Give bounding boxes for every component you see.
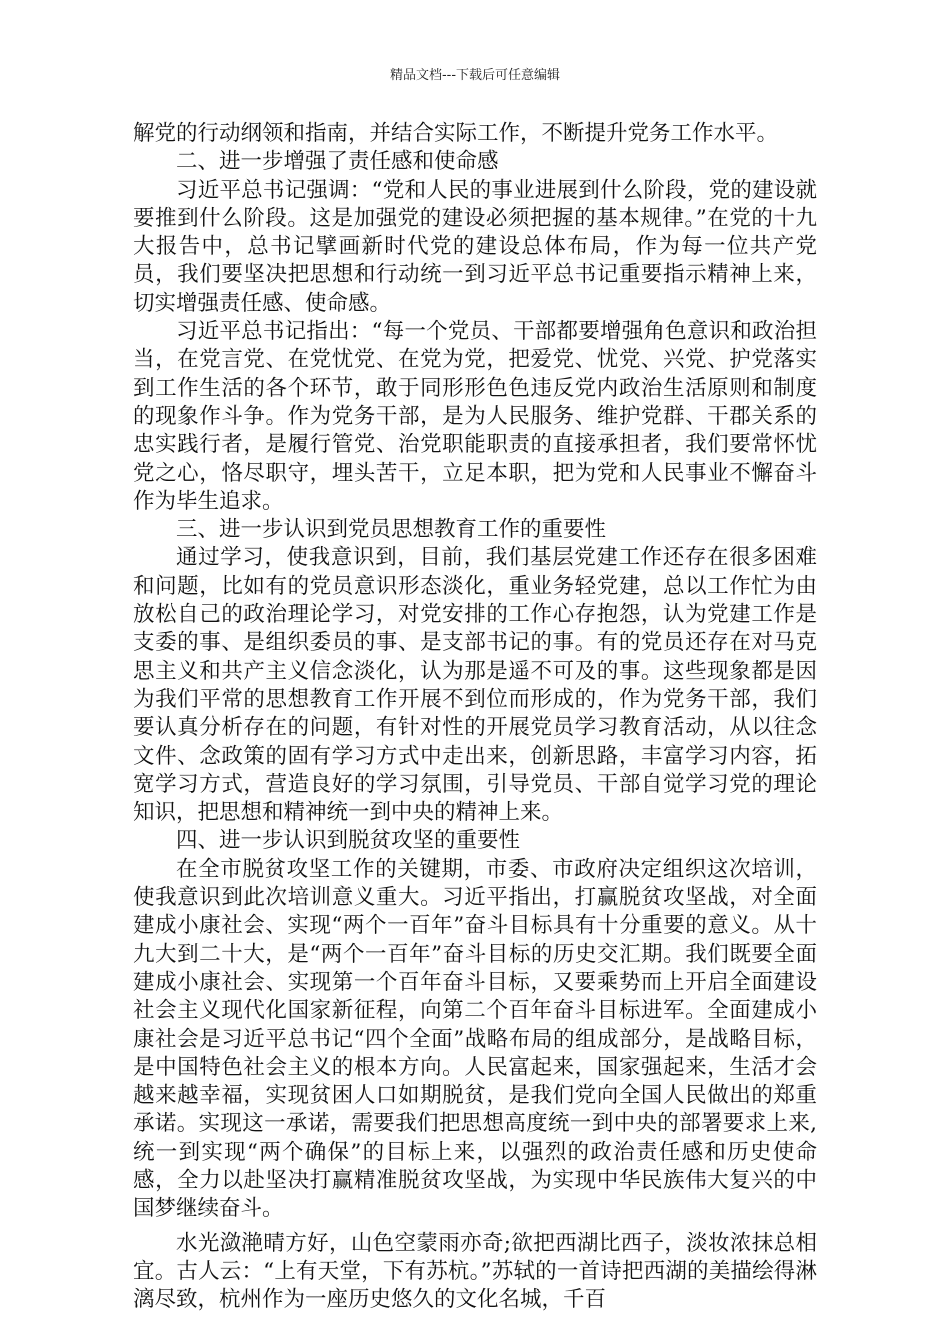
section-heading-4: 四、进一步认识到脱贫攻坚的重要性 <box>176 828 521 854</box>
paragraph: 水光潋滟晴方好，山色空蒙雨亦奇;欲把西湖比西子，淡妆浓抹总相宜。古人云：“上有天堂，下有苏杭。”苏轼的一首诗把西湖的美描绘得淋漓尽致，杭州作为一座历史悠久的文化名城，千百 <box>133 1230 817 1313</box>
paragraph: 通过学习，使我意识到，目前，我们基层党建工作还存在很多困难和问题，比如有的党员意识形态淡化，重业务轻党建，总以工作忙为由放松自己的政治理论学习，对党安排的工作心存抱怨，认为党建工作是支委的事、是组织委员的事、是支部书记的事。有的党员还存在对马克思主义和共产主义信念淡化，认为那是遥不可及的事。这些现象都是因为我们平常的思想教育工作开展不到位而形成的，作为党务干部，我们要认真分析存在的问题，有针对性的开展党员学习教育活动，从以往念文件、念政策的固有学习方式中走出来，创新思路，丰富学习内容，拓宽学习方式，营造良好的学习氛围，引导党员、干部自觉学习党的理论知识，把思想和精神统一到中央的精神上来。 <box>133 545 817 826</box>
page-header: 精品文档---下载后可任意编辑 <box>389 68 561 83</box>
paragraph-continuation: 解党的行动纲领和指南，并结合实际工作，不断提升党务工作水平。 <box>133 121 779 146</box>
section-heading-3: 三、进一步认识到党员思想教育工作的重要性 <box>176 517 607 543</box>
paragraph: 习近平总书记指出：“每一个党员、干部都要增强角色意识和政治担当，在党言党、在党忧党、在党为党，把爱党、忧党、兴党、护党落实到工作生活的各个环节，敢于同形形色色违反党内政治生活原则和制度的现象作斗争。作为党务干部，是为人民服务、维护党群、干郡关系的忠实践行者，是履行管党、治党职能职责的直接承担者，我们要常怀忧党之心，恪尽职守，埋头苦干，立足本职，把为党和人民事业不懈奋斗作为毕生追求。 <box>133 319 817 514</box>
paragraph: 在全市脱贫攻坚工作的关键期，市委、市政府决定组织这次培训，使我意识到此次培训意义重大。习近平指出，打赢脱贫攻坚战，对全面建成小康社会、实现“两个一百年”奋斗目标具有十分重要的意义。从十九大到二十大，是“两个一百年”奋斗目标的历史交汇期。我们既要全面建成小康社会、实现第一个百年奋斗目标，又要乘势而上开启全面建设社会主义现代化国家新征程，向第二个百年奋斗目标进军。全面建成小康社会是习近平总书记“四个全面”战略布局的组成部分，是战略目标，是中国特色社会主义的根本方向。人民富起来，国家强起来，生活才会越来越幸福，实现贫困人口如期脱贫，是我们党向全国人民做出的郑重承诺。实现这一承诺，需要我们把思想高度统一到中央的部署要求上来,统一到实现“两个确保”的目标上来，以强烈的政治责任感和历史使命感，全力以赴坚决打赢精准脱贫攻坚战，为实现中华民族伟大复兴的中国梦继续奋斗。 <box>133 856 817 1222</box>
section-heading-2: 二、进一步增强了责任感和使命感 <box>176 149 499 175</box>
document-body <box>133 120 817 1314</box>
paragraph: 习近平总书记强调：“党和人民的事业进展到什么阶段，党的建设就要推到什么阶段。这是加强党的建设必须把握的基本规律。”在党的十九大报告中，总书记擘画新时代党的建设总体布局，作为每一位共产党员，我们要坚决把思想和行动统一到习近平总书记重要指示精神上来，切实增强责任感、使命感。 <box>133 177 817 316</box>
